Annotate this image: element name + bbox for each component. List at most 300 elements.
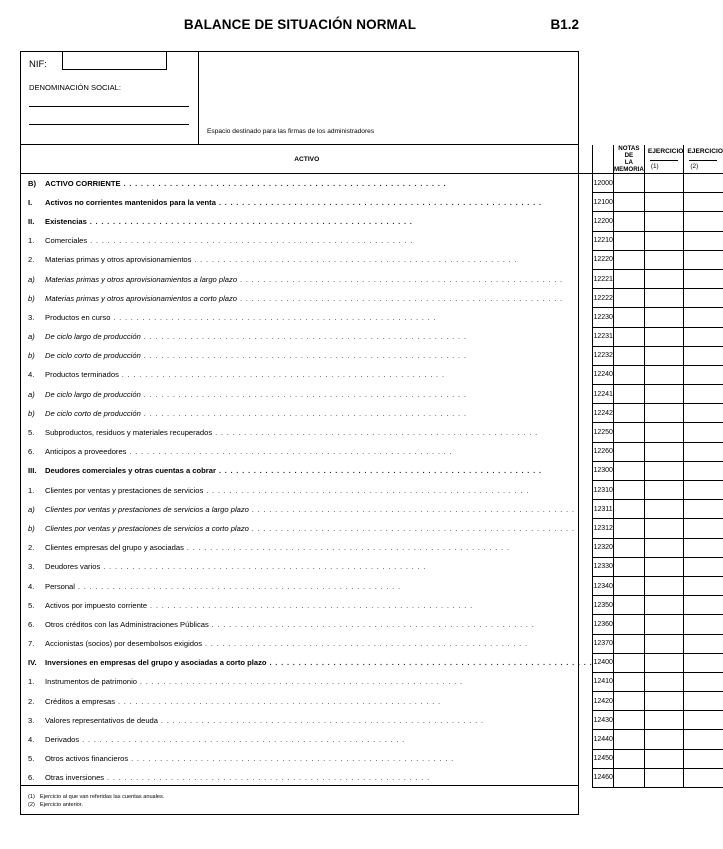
row-text: Deudores comerciales y otras cuentas a cobrar [45, 466, 216, 476]
footnote-divider [21, 785, 578, 786]
row-code: 12200 [593, 212, 613, 231]
row-text: De ciclo largo de producción [45, 389, 141, 399]
ejercicio-1-cell[interactable] [644, 576, 684, 595]
table-row [21, 461, 723, 480]
row-code: 12430 [593, 711, 613, 730]
table-row [21, 404, 723, 423]
row-text: Otros activos financieros [45, 754, 129, 764]
ejercicio-1-cell[interactable] [644, 231, 684, 250]
row-label [21, 212, 593, 231]
ejercicio-2-cell[interactable] [684, 269, 723, 288]
ejercicio-2-cell[interactable] [684, 461, 723, 480]
notas-cell[interactable] [613, 500, 644, 519]
row-number: 3. [28, 562, 35, 572]
row-number: 6. [28, 447, 35, 457]
row-number: 4. [28, 735, 35, 745]
ejercicio-2-cell[interactable] [684, 442, 723, 461]
ejercicio-2-cell[interactable] [684, 538, 723, 557]
ejercicio-1-cell[interactable] [644, 461, 684, 480]
leader-dots: . . . . . . . . . . . . . . . . . . . . . . . . . . . . . . . . . . . . . . . . . . . . . . . . . . . . . . . . [140, 408, 467, 418]
row-number: 4. [28, 581, 35, 591]
table-row [21, 269, 723, 288]
row-code: 12450 [593, 749, 613, 768]
row-text: Clientes empresas del grupo y asociadas [45, 543, 184, 553]
row-label [21, 442, 593, 461]
table-row [21, 557, 723, 576]
leader-dots: . . . . . . . . . . . . . . . . . . . . . . . . . . . . . . . . . . . . . . . . . . . . . . . . . . . . . . . . [215, 466, 542, 476]
row-text: Anticipos a proveedores [45, 447, 127, 457]
leader-dots: . . . . . . . . . . . . . . . . . . . . . . . . . . . . . . . . . . . . . . . . . . . . . . . . . . . . . . . . [203, 485, 530, 495]
ejercicio-2-cell[interactable] [684, 174, 723, 193]
row-text: Activos por impuesto corriente [45, 600, 148, 610]
row-label [21, 692, 593, 711]
row-number: a) [28, 332, 35, 342]
row-number: II. [28, 216, 35, 226]
row-text: Existencias [45, 216, 87, 226]
footnote-1-text: Ejercicio al que van referidas las cuentas anuales. [40, 794, 165, 800]
row-code: 12350 [593, 596, 613, 615]
notas-cell[interactable] [613, 749, 644, 768]
notas-cell[interactable] [613, 596, 644, 615]
ejercicio-1-cell[interactable] [644, 596, 684, 615]
row-number: B) [28, 178, 37, 188]
ejercicio-2-cell[interactable] [684, 423, 723, 442]
row-code: 12222 [593, 289, 613, 308]
row-code: 12340 [593, 576, 613, 595]
leader-dots: . . . . . . . . . . . . . . . . . . . . . . . . . . . . . . . . . . . . . . . . . . . . . . . . . . . . . . . . [202, 639, 528, 649]
notas-cell[interactable] [613, 174, 644, 193]
notas-cell[interactable] [613, 289, 644, 308]
row-code: 12232 [593, 346, 613, 365]
leader-dots: . . . . . . . . . . . . . . . . . . . . . . . . . . . . . . . . . . . . . . . . . . . . . . . . . . . . . . . . [110, 312, 437, 322]
row-label [21, 615, 593, 634]
footnote-2-text: Ejercicio anterior. [40, 802, 83, 808]
row-number: b) [28, 523, 35, 533]
ejercicio-1-cell[interactable] [644, 385, 684, 404]
ejercicio-2-cell[interactable] [684, 576, 723, 595]
leader-dots: . . . . . . . . . . . . . . . . . . . . . . . . . . . . . . . . . . . . . . . . . . . . . . . . . . . . . . . . [158, 715, 484, 725]
row-code: 12410 [593, 672, 613, 691]
ejercicio-2-cell[interactable] [684, 519, 723, 538]
nif-field[interactable] [62, 52, 167, 70]
row-text: Créditos a empresas [45, 696, 116, 706]
leader-dots: . . . . . . . . . . . . . . . . . . . . . . . . . . . . . . . . . . . . . . . . . . . . . . . . . . . . . . . . [266, 658, 593, 668]
notas-cell[interactable] [613, 327, 644, 346]
leader-dots: . . . . . . . . . . . . . . . . . . . . . . . . . . . . . . . . . . . . . . . . . . . . . . . . . . . . . . . . [191, 255, 518, 265]
ejercicio-2-cell[interactable] [684, 500, 723, 519]
leader-dots: . . . . . . . . . . . . . . . . . . . . . . . . . . . . . . . . . . . . . . . . . . . . . . . . . . . . . . . . [115, 696, 441, 706]
row-label [21, 385, 593, 404]
ejercicio-1-cell[interactable] [644, 308, 684, 327]
notas-cell[interactable] [613, 365, 644, 384]
row-label [21, 730, 593, 749]
notas-cell[interactable] [613, 615, 644, 634]
denominacion-field-line-1[interactable] [29, 106, 189, 107]
ejercicio-1-cell[interactable] [644, 269, 684, 288]
ejercicio-1-cell[interactable] [644, 519, 684, 538]
column-header-notas [613, 145, 644, 174]
notas-cell[interactable] [613, 730, 644, 749]
row-code: 12100 [593, 193, 613, 212]
row-number: 7. [28, 639, 35, 649]
denominacion-field-line-2[interactable] [29, 124, 189, 125]
row-text: Materias primas y otros aprovisionamientos a largo plazo [45, 274, 238, 284]
row-label [21, 481, 593, 500]
notas-cell[interactable] [613, 269, 644, 288]
notas-cell[interactable] [613, 231, 644, 250]
row-text: Personal [45, 581, 75, 591]
row-code: 12311 [593, 500, 613, 519]
row-label [21, 231, 593, 250]
row-number: 2. [28, 543, 35, 553]
row-code: 12241 [593, 385, 613, 404]
notas-cell[interactable] [613, 481, 644, 500]
notas-cell[interactable] [613, 423, 644, 442]
row-text: Otros créditos con las Administraciones Públicas [45, 619, 209, 629]
row-text: Materias primas y otros aprovisionamientos a corto plazo [45, 293, 238, 303]
notas-cell[interactable] [613, 250, 644, 269]
ejercicio-2-cell[interactable] [684, 212, 723, 231]
row-text: ACTIVO CORRIENTE [45, 178, 121, 188]
row-code: 12310 [593, 481, 613, 500]
ejercicio-1-cell[interactable] [644, 500, 684, 519]
table-row [21, 576, 723, 595]
row-code: 12300 [593, 461, 613, 480]
row-code: 12242 [593, 404, 613, 423]
form-frame [20, 51, 723, 815]
row-code: 12370 [593, 634, 613, 653]
form-code: B1.2 [550, 17, 579, 32]
row-text: Instrumentos de patrimonio [45, 677, 138, 687]
ejercicio-1-cell[interactable] [644, 557, 684, 576]
row-label [21, 672, 593, 691]
notas-cell[interactable] [613, 212, 644, 231]
row-text: Otras inversiones [45, 773, 105, 783]
row-code: 12000 [593, 174, 613, 193]
footnote-1-num: (1) [28, 794, 35, 800]
row-number: 4. [28, 370, 35, 380]
identification-box [21, 52, 199, 144]
ejercicio-2-blank [689, 155, 717, 161]
row-number: a) [28, 274, 35, 284]
ejercicio-2-label: EJERCICIO [687, 148, 723, 155]
row-code: 12260 [593, 442, 613, 461]
row-number: 1. [28, 236, 35, 246]
row-label [21, 596, 593, 615]
notas-cell[interactable] [613, 768, 644, 787]
leader-dots: . . . . . . . . . . . . . . . . . . . . . . . . . . . . . . . . . . . . . . . . . . . . . . . . . . . . . . . . [140, 389, 467, 399]
row-text: Productos en curso [45, 312, 111, 322]
ejercicio-2-cell[interactable] [684, 557, 723, 576]
ejercicio-1-cell[interactable] [644, 730, 684, 749]
row-text: Activos no corrientes mantenidos para la venta [45, 197, 216, 207]
leader-dots: . . . . . . . . . . . . . . . . . . . . . . . . . . . . . . . . . . . . . . . . . . . . . . . . . . . . . . . . [126, 447, 453, 457]
table-row [21, 174, 723, 193]
ejercicio-2-cell[interactable] [684, 193, 723, 212]
leader-dots: . . . . . . . . . . . . . . . . . . . . . . . . . . . . . . . . . . . . . . . . . . . . . . . . . . . . . . . . [87, 236, 414, 246]
footnote-2 [28, 802, 83, 808]
ejercicio-2-cell[interactable] [684, 768, 723, 787]
ejercicio-1-cell[interactable] [644, 193, 684, 212]
ejercicio-2-cell[interactable] [684, 672, 723, 691]
leader-dots: . . . . . . . . . . . . . . . . . . . . . . . . . . . . . . . . . . . . . . . . . . . . . . . . . . . . . . . . [237, 274, 563, 284]
table-row [21, 327, 723, 346]
row-code: 12231 [593, 327, 613, 346]
notas-cell[interactable] [613, 308, 644, 327]
table-row [21, 634, 723, 653]
row-number: 6. [28, 619, 35, 629]
denominacion-label: DENOMINACIÓN SOCIAL: [29, 83, 121, 92]
row-text: Productos terminados [45, 370, 119, 380]
leader-dots: . . . . . . . . . . . . . . . . . . . . . . . . . . . . . . . . . . . . . . . . . . . . . . . . . . . . . . . . [140, 332, 467, 342]
table-row [21, 365, 723, 384]
row-number: 1. [28, 677, 35, 687]
row-code: 12330 [593, 557, 613, 576]
ejercicio-1-cell[interactable] [644, 711, 684, 730]
row-number: I. [28, 197, 33, 207]
notas-cell[interactable] [613, 711, 644, 730]
row-code: 12210 [593, 231, 613, 250]
row-label [21, 193, 593, 212]
ejercicio-2-cell[interactable] [684, 404, 723, 423]
row-number: 2. [28, 255, 35, 265]
balance-table [21, 145, 723, 788]
row-label [21, 634, 593, 653]
row-label [21, 749, 593, 768]
ejercicio-1-cell[interactable] [644, 538, 684, 557]
row-label [21, 500, 593, 519]
ejercicio-1-cell[interactable] [644, 346, 684, 365]
ejercicio-1-cell[interactable] [644, 749, 684, 768]
ejercicio-1-blank [650, 155, 678, 161]
row-number: 6. [28, 773, 35, 783]
ejercicio-2-cell[interactable] [684, 365, 723, 384]
table-row [21, 308, 723, 327]
row-text: De ciclo largo de producción [45, 332, 141, 342]
table-row [21, 500, 723, 519]
signatures-area-label: Espacio destinado para las firmas de los administradores [207, 128, 375, 135]
table-row [21, 730, 723, 749]
ejercicio-1-cell[interactable] [644, 250, 684, 269]
table-row [21, 250, 723, 269]
row-label [21, 461, 593, 480]
table-row [21, 615, 723, 634]
ejercicio-1-cell[interactable] [644, 212, 684, 231]
row-code: 12420 [593, 692, 613, 711]
ejercicio-1-label: EJERCICIO [647, 148, 684, 155]
ejercicio-2-cell[interactable] [684, 385, 723, 404]
notas-cell[interactable] [613, 672, 644, 691]
ejercicio-1-cell[interactable] [644, 404, 684, 423]
leader-dots: . . . . . . . . . . . . . . . . . . . . . . . . . . . . . . . . . . . . . . . . . . . . . . . . . . . . . . . . [237, 293, 563, 303]
ejercicio-1-cell[interactable] [644, 653, 684, 672]
table-row [21, 289, 723, 308]
notas-cell[interactable] [613, 692, 644, 711]
row-number: 5. [28, 754, 35, 764]
ejercicio-1-cell[interactable] [644, 423, 684, 442]
leader-dots: . . . . . . . . . . . . . . . . . . . . . . . . . . . . . . . . . . . . . . . . . . . . . . . . . . . . . . . . [208, 619, 535, 629]
row-number: a) [28, 389, 35, 399]
table-row [21, 538, 723, 557]
row-code: 12320 [593, 538, 613, 557]
row-text: Clientes por ventas y prestaciones de servicios [45, 485, 204, 495]
ejercicio-2-cell[interactable] [684, 289, 723, 308]
row-number: III. [28, 466, 37, 476]
notas-cell[interactable] [613, 634, 644, 653]
ejercicio-2-cell[interactable] [684, 308, 723, 327]
notas-cell[interactable] [613, 385, 644, 404]
row-label [21, 346, 593, 365]
notas-cell[interactable] [613, 404, 644, 423]
ejercicio-2-cell[interactable] [684, 327, 723, 346]
ejercicio-1-cell[interactable] [644, 327, 684, 346]
row-label [21, 519, 593, 538]
row-text: Deudores varios [45, 562, 101, 572]
row-label [21, 404, 593, 423]
row-label [21, 538, 593, 557]
row-code: 12460 [593, 768, 613, 787]
ejercicio-2-cell[interactable] [684, 711, 723, 730]
row-label [21, 653, 593, 672]
table-row [21, 423, 723, 442]
table-row [21, 596, 723, 615]
ejercicio-2-cell[interactable] [684, 250, 723, 269]
row-code: 12240 [593, 365, 613, 384]
row-text: Materias primas y otros aprovisionamientos [45, 255, 192, 265]
notas-cell[interactable] [613, 346, 644, 365]
row-number: 5. [28, 600, 35, 610]
ejercicio-1-cell[interactable] [644, 615, 684, 634]
table-row [21, 193, 723, 212]
row-text: Accionistas (socios) por desembolsos exigidos [45, 639, 203, 649]
row-label [21, 557, 593, 576]
ejercicio-2-note: (2) [690, 163, 699, 170]
row-text: Derivados [45, 735, 80, 745]
notas-cell[interactable] [613, 538, 644, 557]
table-row [21, 692, 723, 711]
footnote-2-num: (2) [28, 802, 35, 808]
row-text: Subproductos, residuos y materiales recuperados [45, 428, 213, 438]
ejercicio-1-cell[interactable] [644, 174, 684, 193]
notas-cell[interactable] [613, 442, 644, 461]
ejercicio-2-cell[interactable] [684, 615, 723, 634]
nif-label: NIF: [29, 59, 47, 70]
column-header-activo: ACTIVO [21, 145, 593, 174]
ejercicio-1-cell[interactable] [644, 481, 684, 500]
row-code: 12230 [593, 308, 613, 327]
row-text: De ciclo corto de producción [45, 351, 141, 361]
notas-cell[interactable] [613, 193, 644, 212]
row-label [21, 365, 593, 384]
leader-dots: . . . . . . . . . . . . . . . . . . . . . . . . . . . . . . . . . . . . . . . . . . . . . . . . . . . . . . . . [212, 428, 539, 438]
row-code: 12312 [593, 519, 613, 538]
table-row [21, 231, 723, 250]
ejercicio-1-cell[interactable] [644, 365, 684, 384]
row-label [21, 174, 593, 193]
table-row [21, 346, 723, 365]
row-label [21, 711, 593, 730]
page-title: BALANCE DE SITUACIÓN NORMAL [183, 17, 417, 32]
row-label [21, 269, 593, 288]
ejercicio-2-cell[interactable] [684, 692, 723, 711]
ejercicio-1-note: (1) [650, 163, 659, 170]
notas-cell[interactable] [613, 461, 644, 480]
row-label [21, 423, 593, 442]
row-text: Valores representativos de deuda [45, 715, 158, 725]
table-row [21, 672, 723, 691]
row-code: 12250 [593, 423, 613, 442]
balance-rows [21, 174, 723, 788]
row-label [21, 576, 593, 595]
row-code: 12440 [593, 730, 613, 749]
table-row [21, 385, 723, 404]
ejercicio-2-cell[interactable] [684, 634, 723, 653]
row-label [21, 250, 593, 269]
ejercicio-2-cell[interactable] [684, 730, 723, 749]
ejercicio-2-cell[interactable] [684, 231, 723, 250]
ejercicio-1-cell[interactable] [644, 692, 684, 711]
leader-dots: . . . . . . . . . . . . . . . . . . . . . . . . . . . . . . . . . . . . . . . . . . . . . . . . . . . . . . . . [248, 523, 575, 533]
row-text: Comerciales [45, 236, 88, 246]
ejercicio-2-cell[interactable] [684, 653, 723, 672]
row-label [21, 327, 593, 346]
leader-dots: . . . . . . . . . . . . . . . . . . . . . . . . . . . . . . . . . . . . . . . . . . . . . . . . . . . . . . . . [118, 370, 445, 380]
leader-dots: . . . . . . . . . . . . . . . . . . . . . . . . . . . . . . . . . . . . . . . . . . . . . . . . . . . . . . . . [147, 600, 474, 610]
row-number: b) [28, 293, 35, 303]
notas-cell[interactable] [613, 653, 644, 672]
notas-line-2: LA MEMORIA [613, 159, 644, 173]
ejercicio-2-cell[interactable] [684, 596, 723, 615]
notas-cell[interactable] [613, 576, 644, 595]
column-header-code [593, 145, 613, 174]
table-row [21, 442, 723, 461]
table-row [21, 212, 723, 231]
row-number: b) [28, 351, 35, 361]
row-number: 1. [28, 485, 35, 495]
table-row [21, 653, 723, 672]
ejercicio-1-cell[interactable] [644, 634, 684, 653]
leader-dots: . . . . . . . . . . . . . . . . . . . . . . . . . . . . . . . . . . . . . . . . . . . . . . . . . . . . . . . . [140, 351, 467, 361]
notas-line-1: NOTAS DE [618, 145, 640, 159]
row-number: 2. [28, 696, 35, 706]
row-code: 12220 [593, 250, 613, 269]
row-code: 12360 [593, 615, 613, 634]
ejercicio-1-cell[interactable] [644, 672, 684, 691]
row-number: 5. [28, 428, 35, 438]
ejercicio-2-cell[interactable] [684, 481, 723, 500]
notas-cell[interactable] [613, 557, 644, 576]
leader-dots: . . . . . . . . . . . . . . . . . . . . . . . . . . . . . . . . . . . . . . . . . . . . . . . . . . . . . . . . [74, 581, 401, 591]
ejercicio-2-cell[interactable] [684, 346, 723, 365]
row-label [21, 289, 593, 308]
leader-dots: . . . . . . . . . . . . . . . . . . . . . . . . . . . . . . . . . . . . . . . . . . . . . . . . . . . . . . . . [79, 735, 406, 745]
ejercicio-1-cell[interactable] [644, 289, 684, 308]
row-number: IV. [28, 658, 37, 668]
table-row [21, 481, 723, 500]
notas-cell[interactable] [613, 519, 644, 538]
row-text: De ciclo corto de producción [45, 408, 141, 418]
leader-dots: . . . . . . . . . . . . . . . . . . . . . . . . . . . . . . . . . . . . . . . . . . . . . . . . . . . . . . . . [137, 677, 463, 687]
footnote-1 [28, 794, 164, 800]
row-text: Clientes por ventas y prestaciones de servicios a largo plazo [45, 504, 249, 514]
leader-dots: . . . . . . . . . . . . . . . . . . . . . . . . . . . . . . . . . . . . . . . . . . . . . . . . . . . . . . . . [120, 178, 447, 188]
ejercicio-1-cell[interactable] [644, 442, 684, 461]
row-text: Clientes por ventas y prestaciones de servicios a corto plazo [45, 523, 249, 533]
ejercicio-2-cell[interactable] [684, 749, 723, 768]
leader-dots: . . . . . . . . . . . . . . . . . . . . . . . . . . . . . . . . . . . . . . . . . . . . . . . . . . . . . . . . [183, 543, 510, 553]
ejercicio-1-cell[interactable] [644, 768, 684, 787]
row-code: 12221 [593, 269, 613, 288]
